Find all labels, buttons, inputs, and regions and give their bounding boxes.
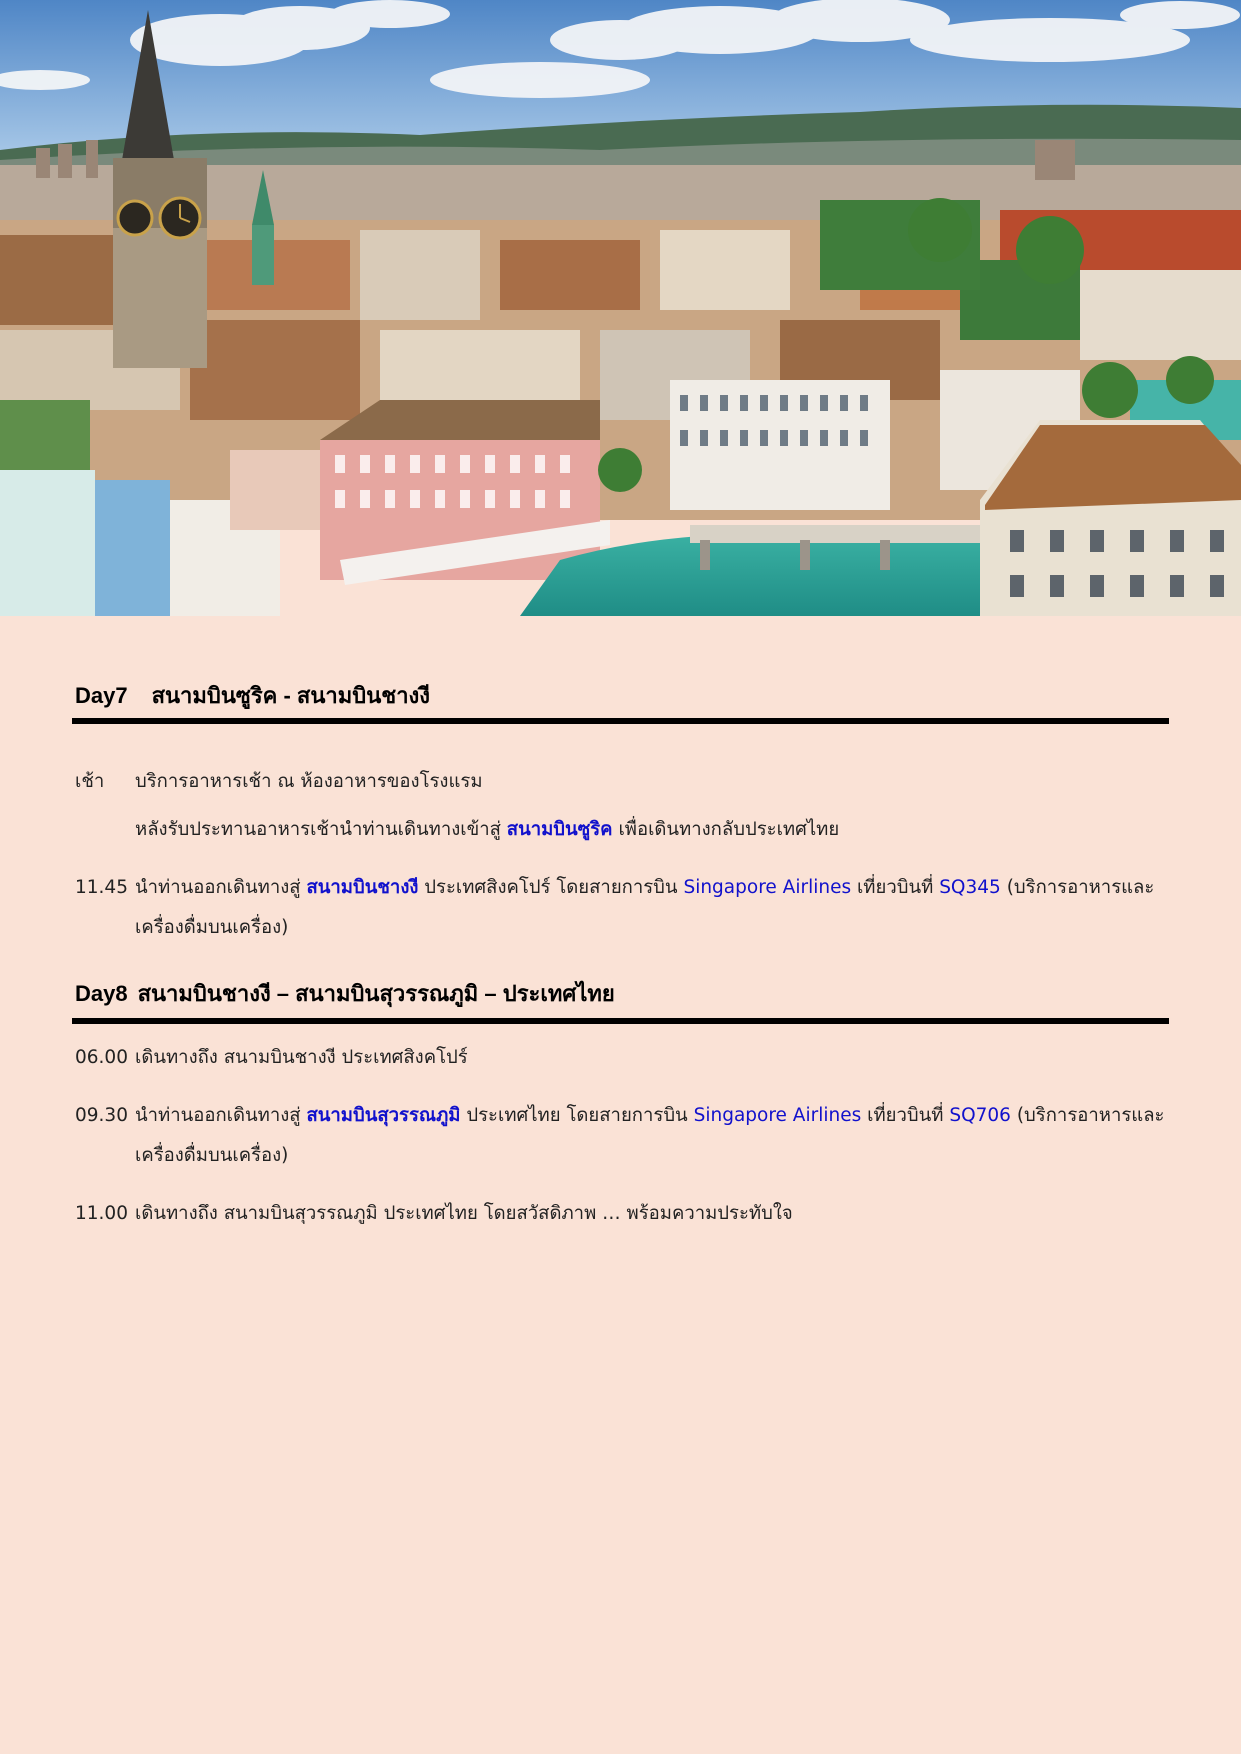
day8-heading [75, 976, 615, 1011]
entry-text [135, 868, 1170, 948]
day8-route: สนามบินชางงี – สนามบินสุวรรณภูมิ – ประเทศไทย [137, 981, 615, 1006]
flight-number: SQ345 [939, 877, 1001, 898]
day7-entry-breakfast [75, 762, 1170, 802]
entry-text [135, 1038, 1170, 1078]
day7-entry-transfer [75, 810, 1170, 850]
entry-time: 06.00 [75, 1047, 128, 1068]
entry-time: 11.45 [75, 877, 128, 898]
entry-text [135, 810, 1170, 850]
day7-route: สนามบินซูริค - สนามบินชางงี [151, 683, 431, 708]
day7-rule [72, 718, 1169, 724]
day7-label: Day7 [75, 683, 128, 708]
day7-heading [75, 678, 430, 713]
airport-highlight: สนามบินสุวรรณภูมิ [306, 1105, 461, 1126]
entry-time: 11.00 [75, 1203, 128, 1224]
entry-text-part: เดินทางถึง สนามบินสุวรรณภูมิ ประเทศไทย โดยสวัสดิภาพ … พร้อมความประทับใจ [135, 1203, 793, 1224]
entry-text-part: เที่ยวบินที่ [861, 1105, 950, 1126]
day8-label: Day8 [75, 981, 128, 1006]
entry-text-part: ประเทศสิงคโปร์ โดยสายการบิน [418, 877, 684, 898]
day8-rule [72, 1018, 1169, 1024]
hero-photo-zurich [0, 0, 1241, 616]
entry-text-part: บริการอาหารเช้า ณ ห้องอาหารของโรงแรม [135, 771, 483, 792]
day7-entry-flight [75, 868, 1170, 948]
entry-text-part: (บริการอาหารและเครื่องดื่มบนเครื่อง) [135, 1105, 1165, 1166]
entry-time: เช้า [75, 771, 105, 792]
day8-entry-arrive-bangkok [75, 1194, 1170, 1234]
entry-text [135, 762, 1170, 802]
flight-number: SQ706 [949, 1105, 1011, 1126]
entry-text-part: เดินทางถึง สนามบินชางงี ประเทศสิงคโปร์ [135, 1047, 468, 1068]
entry-text-part: หลังรับประทานอาหารเช้านำท่านเดินทางเข้าสู่ [135, 819, 507, 840]
airport-highlight: สนามบินซูริค [506, 819, 613, 840]
day8-entry-arrive-changi [75, 1038, 1170, 1078]
entry-text-part: (บริการอาหารและเครื่องดื่มบนเครื่อง) [135, 877, 1155, 938]
entry-text-part: เพื่อเดินทางกลับประเทศไทย [612, 819, 840, 840]
entry-text-part: ประเทศไทย โดยสายการบิน [460, 1105, 694, 1126]
day8-entry-flight [75, 1096, 1170, 1176]
entry-text [135, 1096, 1170, 1176]
airline-highlight: Singapore Airlines [683, 877, 852, 898]
airport-highlight: สนามบินชางงี [306, 877, 419, 898]
hero-city-illustration [0, 0, 1241, 616]
airline-highlight: Singapore Airlines [693, 1105, 862, 1126]
entry-time: 09.30 [75, 1105, 128, 1126]
entry-text-part: นำท่านออกเดินทางสู่ [135, 877, 307, 898]
entry-text-part: นำท่านออกเดินทางสู่ [135, 1105, 307, 1126]
entry-text [135, 1194, 1170, 1234]
entry-text-part: เที่ยวบินที่ [851, 877, 940, 898]
